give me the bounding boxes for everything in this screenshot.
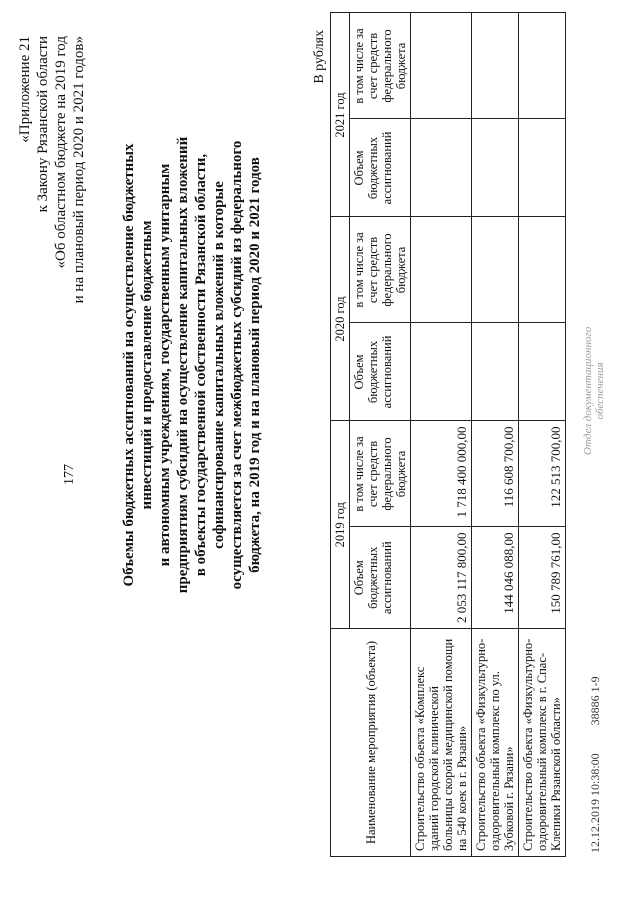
footer-doc-id: 38886 1-9 (588, 676, 602, 726)
title-line: в объекты государственной собственности Рязанской области, (193, 153, 209, 577)
document-title (120, 5, 264, 725)
row-volume-2019: 2 053 117 800,00 (411, 527, 472, 629)
row-federal-2021 (411, 13, 472, 119)
row-name: Строительство объекта «Физкультурно-оздоровительный комплекс по ул. Зубковой г. Рязани» (472, 629, 519, 857)
row-name: Строительство объекта «Комплекс зданий городской клинической больницы скорой медицинской помощи на 540 коек в г. Рязани» (411, 629, 472, 857)
title-line: и автономным учреждениям, государственным унитарным (157, 163, 173, 567)
footer-meta (588, 676, 603, 853)
header-name: Наименование мероприятия (объекта) (331, 629, 411, 857)
row-volume-2020 (519, 323, 566, 421)
title-line: предприятиям субсидий на осуществление капитальных вложений (175, 136, 191, 594)
row-volume-2021 (472, 119, 519, 217)
row-federal-2020 (519, 217, 566, 323)
title-line: инвестиций и предоставление бюджетным (139, 220, 155, 510)
header-federal-2019: в том числе за счет средств федерального бюджета (350, 421, 411, 527)
title-line: Объемы бюджетных ассигнований на осуществление бюджетных (121, 143, 137, 587)
row-volume-2021 (411, 119, 472, 217)
table-header-row (331, 13, 350, 857)
row-federal-2021 (519, 13, 566, 119)
header-volume-2019: Объем бюджетных ассигнований (350, 527, 411, 629)
header-year-2020: 2020 год (331, 217, 350, 421)
row-volume-2020 (411, 323, 472, 421)
row-volume-2019: 150 789 761,00 (519, 527, 566, 629)
unit-label: В рублях (312, 30, 327, 84)
stamp-line: обеспечения (594, 362, 606, 420)
page-number: 177 (62, 464, 77, 485)
row-name: Строительство объекта «Физкультурно-оздоровительный комплекс в г. Спас-Клепики Рязанской области» (519, 629, 566, 857)
appendix-line: «Об областном бюджете на 2019 год (53, 36, 69, 269)
appendix-line: и на плановый период 2020 и 2021 годов» (71, 36, 87, 304)
footer-date: 12.12.2019 10:38:00 (588, 753, 602, 853)
title-line: бюджета, на 2019 год и на плановый период 2020 и 2021 годов (247, 157, 263, 573)
header-federal-2021: в том числе за счет средств федерального бюджета (350, 13, 411, 119)
row-volume-2019: 144 046 088,00 (472, 527, 519, 629)
allocation-table (330, 12, 566, 857)
stamp-line: Отдел документационного (582, 326, 594, 455)
header-year-2019: 2019 год (331, 421, 350, 629)
row-federal-2020 (411, 217, 472, 323)
office-stamp (582, 327, 606, 455)
row-volume-2020 (472, 323, 519, 421)
row-federal-2019: 122 513 700,00 (519, 421, 566, 527)
appendix-line: к Закону Рязанской области (35, 36, 51, 213)
table-row (519, 13, 566, 857)
row-federal-2019: 1 718 400 000,00 (411, 421, 472, 527)
header-federal-2020: в том числе за счет средств федерального бюджета (350, 217, 411, 323)
row-volume-2021 (519, 119, 566, 217)
header-volume-2021: Объем бюджетных ассигнований (350, 119, 411, 217)
table-row (411, 13, 472, 857)
header-year-2021: 2021 год (331, 13, 350, 217)
row-federal-2019: 116 608 700,00 (472, 421, 519, 527)
title-line: софинансирование капитальных вложений в которые (211, 181, 227, 549)
title-line: осуществляется за счет межбюджетных субсидий из федерального (229, 140, 245, 590)
appendix-header (16, 36, 88, 456)
row-federal-2020 (472, 217, 519, 323)
appendix-line: «Приложение 21 (17, 36, 33, 143)
row-federal-2021 (472, 13, 519, 119)
table-row (472, 13, 519, 857)
header-volume-2020: Объем бюджетных ассигнований (350, 323, 411, 421)
